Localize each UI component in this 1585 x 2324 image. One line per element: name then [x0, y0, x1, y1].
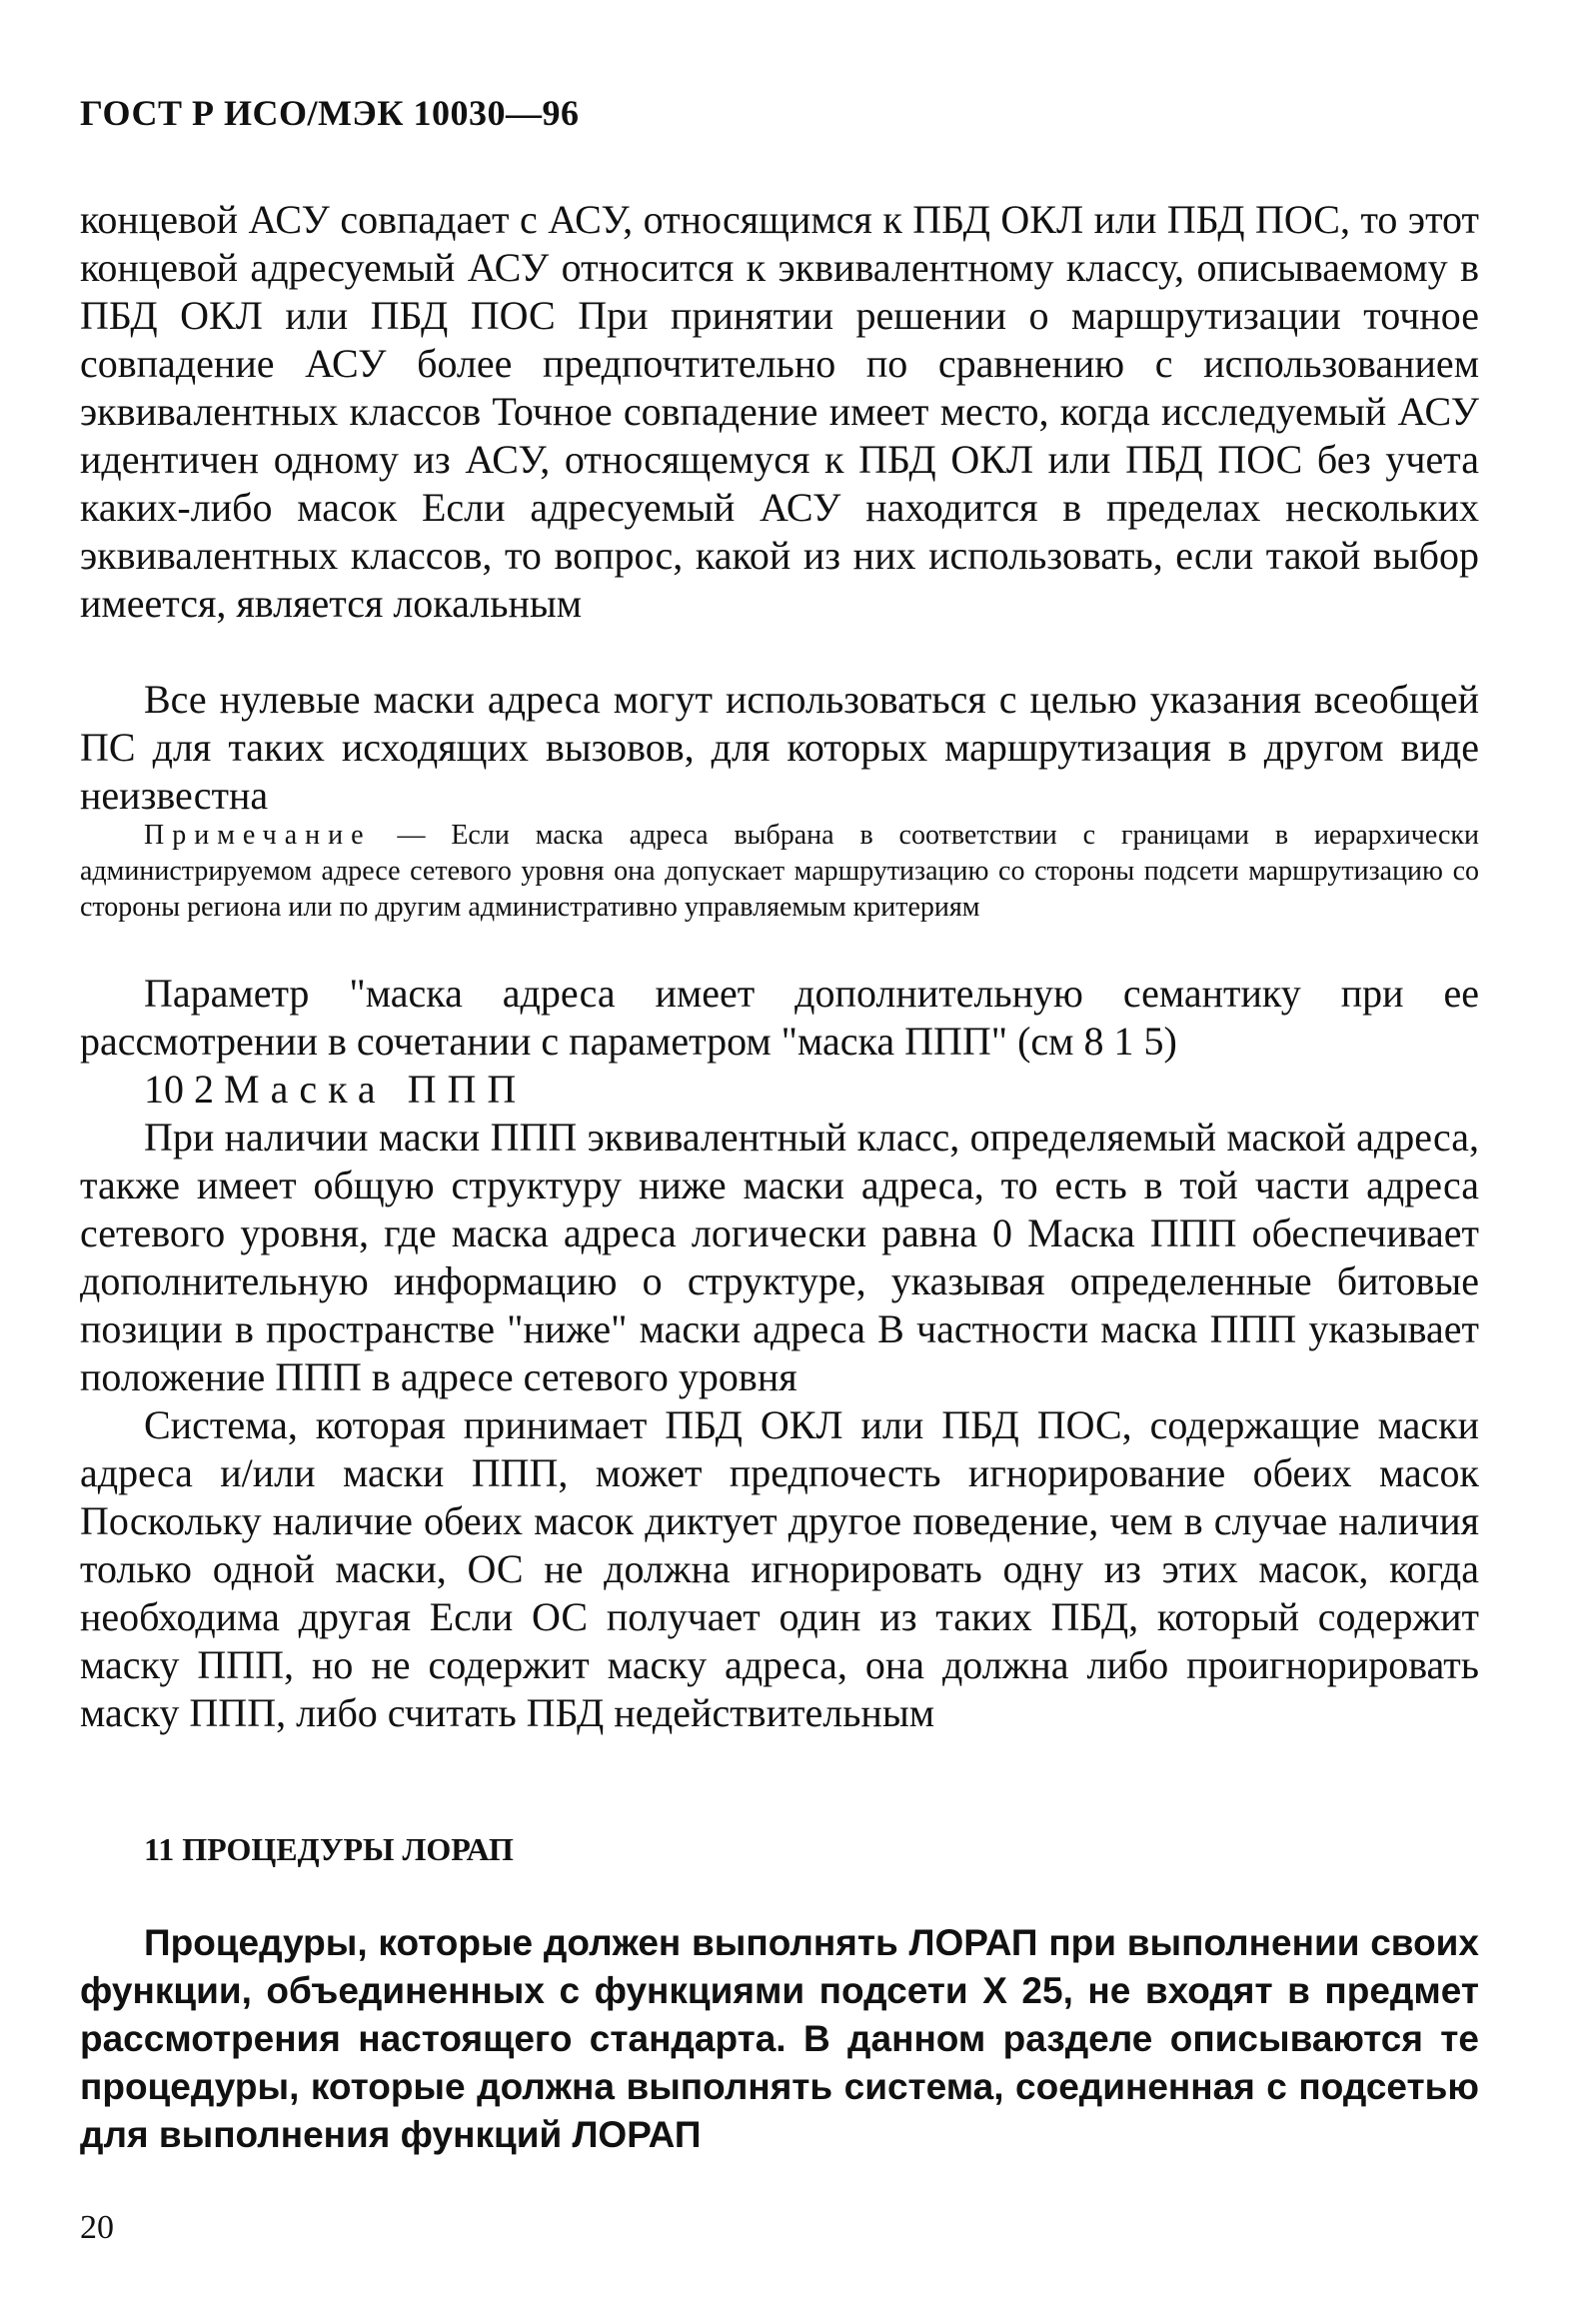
page-number: 20	[80, 2209, 114, 2246]
section-heading: 11 ПРОЦЕДУРЫ ЛОРАП	[144, 1831, 514, 1867]
subsection-heading	[144, 1066, 527, 1114]
paragraph-mask-ignoring: Система, которая принимает ПБД ОКЛ или ПБД ПОС, содержащие маски адреса и/или маски ППП, может предпочесть игнорирование обеих масок Поскольку наличие обеих масок диктует другое поведение, чем в случае наличия только одной маски, ОС не должна игнорировать одну из этих масок, когда необходима другая Если ОС получает один из таких ПБД, который содержит маску ППП, но не содержит маску адреса, она должна либо проигнорировать маску ППП, либо считать ПБД недействительным	[80, 1402, 1479, 1735]
note-block	[80, 818, 1479, 926]
subsection-number: 10 2	[144, 1067, 214, 1112]
paragraph-zero-mask: Все нулевые маски адреса могут использоваться с целью указания всеобщей ПС для таких исходящих вызовов, для которых маршрутизация в другом виде неизвестна	[80, 677, 1479, 818]
paragraph-address-mask-semantics: Параметр "маска адреса имеет дополнительную семантику при ее рассмотрении в сочетании с параметром "маска ППП" (см 8 1 5)	[80, 971, 1479, 1064]
document-header: ГОСТ Р ИСО/МЭК 10030—96	[80, 93, 580, 133]
subsection-title: Маска ППП	[224, 1067, 528, 1112]
paragraph-lorap-procedures: Процедуры, которые должен выполнять ЛОРАП при выполнении своих функции, объединенных с функциями подсети X 25, не входят в предмет рассмотрения настоящего стандарта. В данном разделе описываются те процедуры, которые должна выполнять система, соединенная с подсетью для выполнения функций ЛОРАП	[80, 1922, 1479, 2155]
note-label: Примечание	[144, 820, 372, 851]
note-text: — Если маска адреса выбрана в соответствии с границами в иерархически администрируемом адресе сетевого уровня она допускает маршрутизацию со стороны подсети маршрутизацию со стороны региона или по другим административно управляемым критериям	[80, 820, 1479, 923]
paragraph-equivalence-classes: концевой АСУ совпадает с АСУ, относящимся к ПБД ОКЛ или ПБД ПОС, то этот концевой адресуемый АСУ относится к эквивалентному классу, описываемому в ПБД ОКЛ или ПБД ПОС При принятии решении о маршрутизации точное совпадение АСУ более предпочтительно по сравнению с использованием эквивалентных классов Точное совпадение имеет место, когда исследуемый АСУ идентичен одному из АСУ, относящемуся к ПБД ОКЛ или ПБД ПОС без учета каких-либо масок Если адресуемый АСУ находится в пределах нескольких эквивалентных классов, то вопрос, какой из них использовать, если такой выбор имеется, является локальным	[80, 197, 1479, 626]
paragraph-ppp-mask: При наличии маски ППП эквивалентный класс, определяемый маской адреса, также имеет общую структуру ниже маски адреса, то есть в той части адреса сетевого уровня, где маска адреса логически равна 0 Маска ППП обеспечивает дополнительную информацию о структуре, указывая определенные битовые позиции в пространстве "ниже" маски адреса В частности маска ППП указывает положение ППП в адресе сетевого уровня	[80, 1115, 1479, 1399]
